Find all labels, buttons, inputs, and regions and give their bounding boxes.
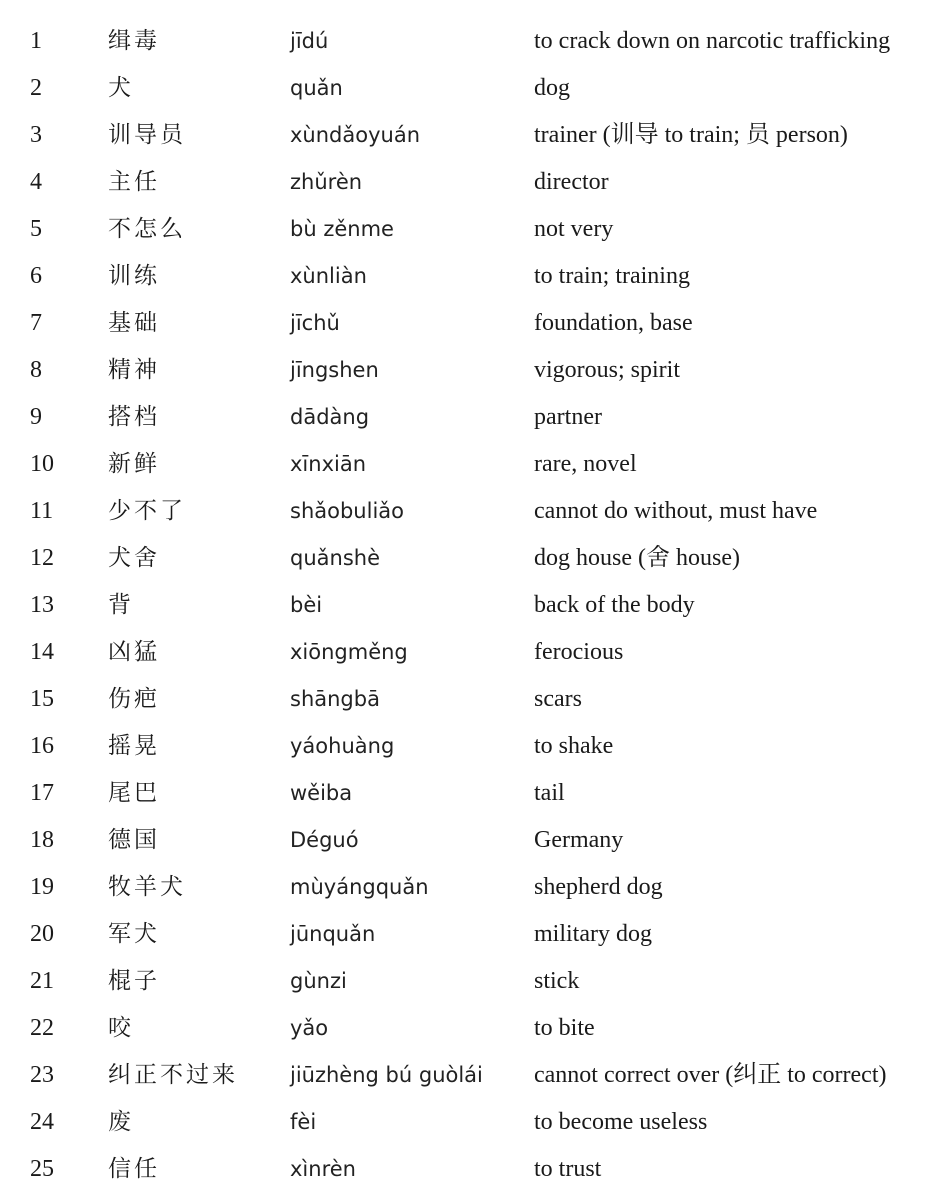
chinese-word: 犬 [108, 75, 134, 101]
chinese-word: 主任 [108, 169, 160, 195]
vocab-row [0, 770, 947, 817]
vocab-row [0, 958, 947, 1005]
english-meaning: to train; training [534, 263, 690, 289]
chinese-word: 棍子 [108, 968, 160, 994]
pinyin: shāngbā [290, 687, 380, 711]
pinyin: gùnzi [290, 969, 347, 993]
chinese-word: 背 [108, 592, 134, 618]
chinese-word: 伤疤 [108, 686, 160, 712]
pinyin: jīngshen [290, 358, 379, 382]
vocab-row [0, 112, 947, 159]
vocab-row [0, 911, 947, 958]
chinese-word: 基础 [108, 310, 160, 336]
chinese-word: 精神 [108, 357, 160, 383]
item-number: 17 [30, 780, 54, 806]
vocabulary-list [0, 18, 947, 1193]
pinyin: fèi [290, 1110, 317, 1134]
chinese-word: 咬 [108, 1015, 134, 1041]
vocab-row [0, 723, 947, 770]
item-number: 15 [30, 686, 54, 712]
english-meaning: shepherd dog [534, 874, 663, 900]
english-meaning: ferocious [534, 639, 624, 665]
pinyin: bù zěnme [290, 217, 394, 241]
item-number: 4 [30, 169, 42, 195]
chinese-word: 搭档 [108, 404, 160, 430]
vocab-row [0, 629, 947, 676]
pinyin: jīchǔ [290, 311, 340, 335]
english-meaning: dog house (舍 house) [534, 545, 740, 571]
item-number: 10 [30, 451, 54, 477]
english-meaning: trainer (训导 to train; 员 person) [534, 122, 848, 148]
vocab-row [0, 488, 947, 535]
item-number: 1 [30, 28, 42, 54]
vocab-row [0, 253, 947, 300]
vocab-row [0, 300, 947, 347]
pinyin: dādàng [290, 405, 370, 429]
english-meaning: to shake [534, 733, 614, 759]
chinese-word: 少不了 [108, 498, 186, 524]
item-number: 18 [30, 827, 54, 853]
pinyin: jūnquǎn [290, 922, 376, 946]
english-meaning: Germany [534, 827, 624, 853]
pinyin: quǎnshè [290, 546, 380, 570]
english-meaning: cannot do without, must have [534, 498, 818, 524]
english-meaning: cannot correct over (纠正 to correct) [534, 1062, 887, 1088]
pinyin: jīdú [290, 29, 329, 53]
vocab-row [0, 817, 947, 864]
chinese-word: 军犬 [108, 921, 160, 947]
vocab-row [0, 864, 947, 911]
chinese-word: 尾巴 [108, 780, 160, 806]
chinese-word: 德国 [108, 827, 160, 853]
pinyin: xùnliàn [290, 264, 367, 288]
pinyin: xīnxiān [290, 452, 367, 476]
item-number: 13 [30, 592, 54, 618]
item-number: 9 [30, 404, 42, 430]
pinyin: Déguó [290, 828, 359, 852]
english-meaning: tail [534, 780, 565, 806]
chinese-word: 纠正不过来 [108, 1062, 238, 1088]
english-meaning: vigorous; spirit [534, 357, 681, 383]
chinese-word: 不怎么 [108, 216, 186, 242]
chinese-word: 摇晃 [108, 733, 160, 759]
pinyin: xìnrèn [290, 1157, 356, 1181]
vocab-row [0, 535, 947, 582]
item-number: 7 [30, 310, 42, 336]
english-meaning: back of the body [534, 592, 695, 618]
pinyin: shǎobuliǎo [290, 499, 404, 523]
vocab-row [0, 347, 947, 394]
chinese-word: 新鲜 [108, 451, 160, 477]
chinese-word: 训导员 [108, 122, 186, 148]
pinyin: xùndǎoyuán [290, 123, 421, 147]
pinyin: bèi [290, 593, 323, 617]
vocab-row [0, 1099, 947, 1146]
chinese-word: 废 [108, 1109, 134, 1135]
english-meaning: stick [534, 968, 580, 994]
english-meaning: scars [534, 686, 582, 712]
english-meaning: rare, novel [534, 451, 637, 477]
english-meaning: to crack down on narcotic trafficking [534, 28, 891, 54]
chinese-word: 缉毒 [108, 28, 160, 54]
pinyin: mùyángquǎn [290, 875, 429, 899]
vocab-row [0, 582, 947, 629]
item-number: 5 [30, 216, 42, 242]
vocab-row [0, 394, 947, 441]
chinese-word: 牧羊犬 [108, 874, 186, 900]
pinyin: zhǔrèn [290, 170, 363, 194]
english-meaning: to become useless [534, 1109, 708, 1135]
item-number: 2 [30, 75, 42, 101]
chinese-word: 凶猛 [108, 639, 160, 665]
item-number: 6 [30, 263, 42, 289]
pinyin: yáohuàng [290, 734, 395, 758]
chinese-word: 信任 [108, 1156, 160, 1182]
chinese-word: 训练 [108, 263, 160, 289]
english-meaning: to bite [534, 1015, 595, 1041]
pinyin: jiūzhèng bú guòlái [290, 1063, 483, 1087]
vocab-row [0, 206, 947, 253]
english-meaning: director [534, 169, 609, 195]
item-number: 20 [30, 921, 54, 947]
item-number: 19 [30, 874, 54, 900]
chinese-word: 犬舍 [108, 545, 160, 571]
item-number: 3 [30, 122, 42, 148]
vocab-row [0, 65, 947, 112]
item-number: 25 [30, 1156, 54, 1182]
english-meaning: foundation, base [534, 310, 693, 336]
item-number: 12 [30, 545, 54, 571]
vocab-row [0, 18, 947, 65]
vocab-row [0, 676, 947, 723]
pinyin: yǎo [290, 1016, 329, 1040]
vocab-row [0, 1052, 947, 1099]
pinyin: wěiba [290, 781, 353, 805]
english-meaning: not very [534, 216, 614, 242]
item-number: 21 [30, 968, 54, 994]
item-number: 16 [30, 733, 54, 759]
vocab-row [0, 159, 947, 206]
english-meaning: dog [534, 75, 570, 101]
item-number: 11 [30, 498, 54, 524]
item-number: 24 [30, 1109, 54, 1135]
item-number: 22 [30, 1015, 54, 1041]
item-number: 14 [30, 639, 54, 665]
pinyin: quǎn [290, 76, 343, 100]
vocab-row [0, 441, 947, 488]
item-number: 8 [30, 357, 42, 383]
item-number: 23 [30, 1062, 54, 1088]
english-meaning: military dog [534, 921, 652, 947]
english-meaning: to trust [534, 1156, 602, 1182]
pinyin: xiōngměng [290, 640, 408, 664]
vocab-row [0, 1005, 947, 1052]
english-meaning: partner [534, 404, 602, 430]
